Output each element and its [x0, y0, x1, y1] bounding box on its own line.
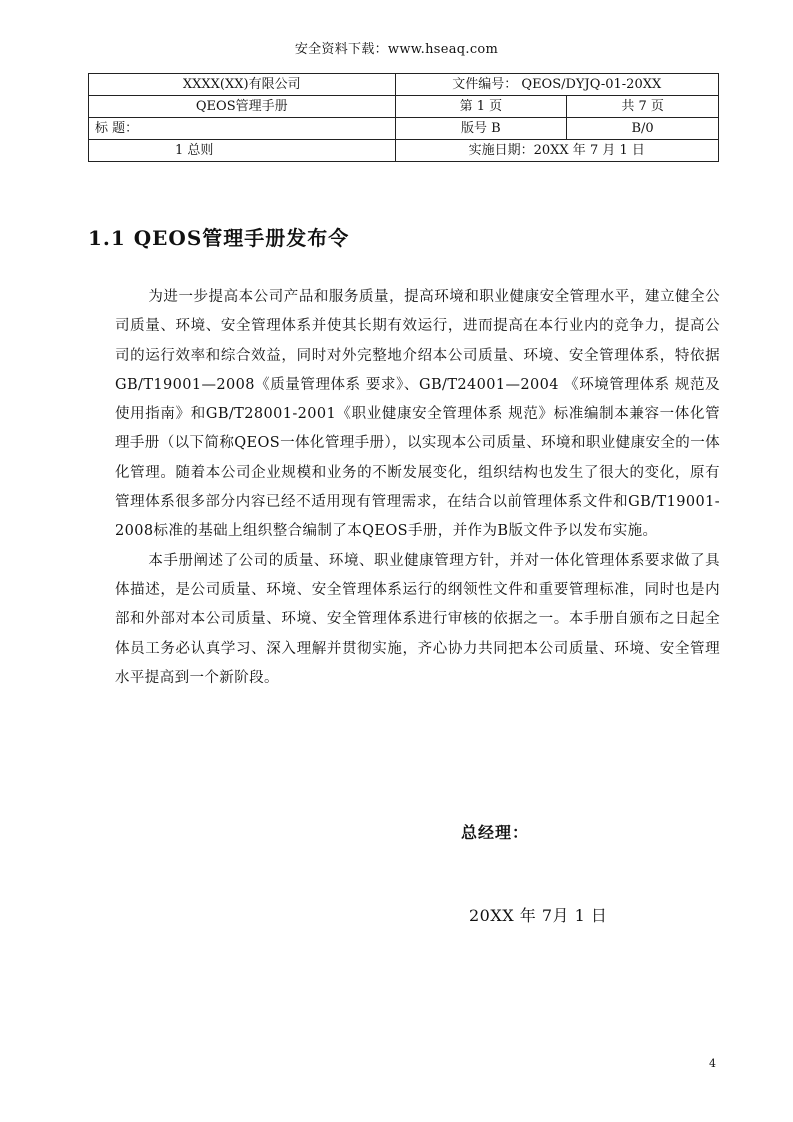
company-name: XXXX(XX)有限公司: [89, 74, 396, 96]
signature-date: 20XX 年 7月 1 日: [469, 906, 608, 925]
title-value: 1 总则: [89, 140, 396, 162]
title-label: 标 题：: [89, 118, 396, 140]
revision: B/0: [567, 118, 719, 140]
paragraph: 为进一步提高本公司产品和服务质量，提高环境和职业健康安全管理水平，建立健全公司质量、环境、安全管理体系并使其长期有效运行，进而提高在本行业内的竞争力，提高公司的运行效率和综合效益，同时对外完整地介绍本公司质量、环境、安全管理体系，特依据GB/T19001—2008《质量管理体系 要求》、GB/T24001—2004 《环境管理体系 规范及使用指南》和GB/T28001-2001《职业健康安全管理体系 规范》标准编制本兼容一体化管理手册（以下简称QEOS一体化管理手册），以实现本公司质量、环境和职业健康安全的一体化管理。随着本公司企业规模和业务的不断发展变化，组织结构也发生了很大的变化，原有管理体系很多部分内容已经不适用现有管理需求，在结合以前管理体系文件和GB/T19001-2008标准的基础上组织整合编制了本QEOS手册，并作为B版文件予以发布实施。: [115, 289, 720, 540]
page-total: 共 7 页: [567, 96, 719, 118]
page-current: 第 1 页: [395, 96, 567, 118]
document-info-table: [88, 73, 719, 162]
section-heading: 1.1 QEOS管理手册发布令: [88, 226, 350, 250]
download-header: 安全资料下载：www.hseaq.com: [294, 42, 499, 57]
signer-label: 总经理：: [461, 823, 530, 842]
version: 版号 B: [395, 118, 567, 140]
page-number: 4: [709, 1057, 716, 1070]
manual-name: QEOS管理手册: [89, 96, 396, 118]
body-text: [115, 283, 720, 693]
paragraph: 本手册阐述了公司的质量、环境、职业健康管理方针，并对一体化管理体系要求做了具体描述，是公司质量、环境、安全管理体系运行的纲领性文件和重要管理标准，同时也是内部和外部对本公司质量、环境、安全管理体系进行审核的依据之一。本手册自颁布之日起全体员工务必认真学习、深入理解并贯彻实施，齐心协力共同把本公司质量、环境、安全管理水平提高到一个新阶段。: [115, 552, 720, 686]
document-number: 文件编号： QEOS/DYJQ-01-20XX: [395, 74, 718, 96]
effective-date: 实施日期：20XX 年 7 月 1 日: [395, 140, 718, 162]
